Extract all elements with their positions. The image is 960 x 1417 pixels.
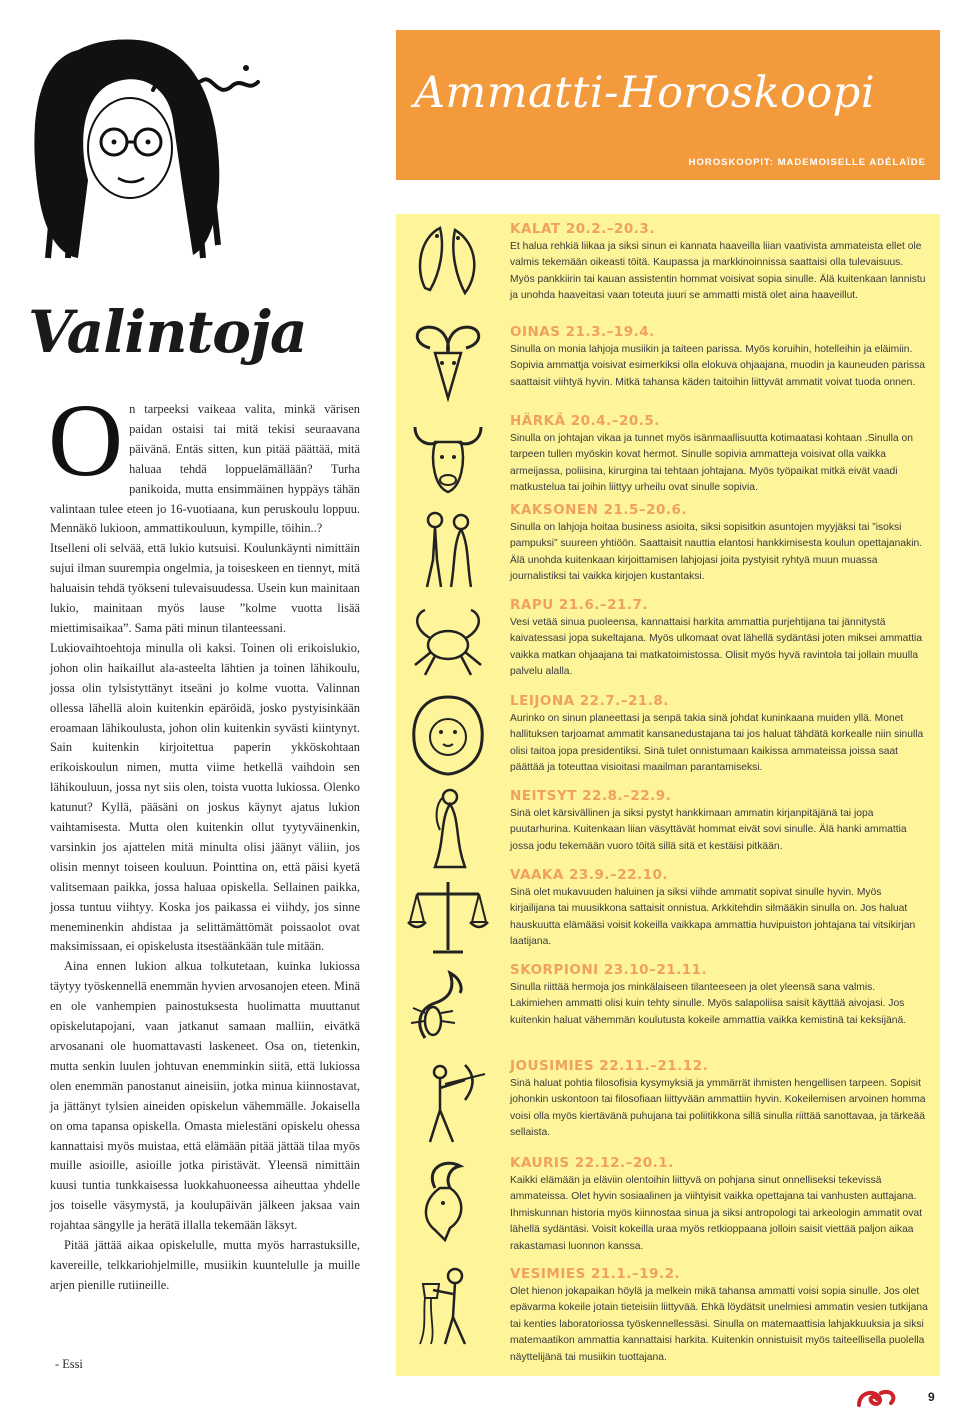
article-signature: - Essi [55, 1357, 83, 1371]
sign-text: Sinä olet kärsivällinen ja siksi pystyt hankkimaan ammatin kirjanpitäjänä tai jopa puutarhurina. Kuitenkaan liian väsyttävät hommat eivät sovi sinulle. Älä hanki ammattia jossa jodu tekemään vuoro töitä sillä sitä et kestäisi pitkään. [510, 807, 907, 852]
article-paragraph: Itselleni oli selvää, että lukio kutsuisi. Koulunkäynti nimittäin sujui ilman suurempia ongelmia, ja toiseskeen en tiennyt, mitä haluaisin tehdä työkseni tulevaisuudessa. Usein kun mainitaan lukio, mainitaan myös lause ”kolme vuotta lisää miettimisaikaa”. Sama päti minun tilanteessani. [50, 541, 360, 635]
sign-scorpio [510, 962, 928, 1029]
leo-lion-icon [405, 692, 491, 778]
portrait-sketch [18, 30, 268, 260]
sign-title: HÄRKÄ 20.4.–20.5. [510, 413, 660, 429]
article-body [48, 383, 360, 1296]
sign-text: Aurinko on sinun planeettasi ja senpä takia sinä johdat kuninkaana muiden yllä. Monet hallituksen tarjoamat ammatit kansanedustajana tai jos haluat tähdätä korkealle niin sinulla olisi taitoa jopa presidentiksi. Sinä tulet onnistumaan kaikissa ammateissa joissa saat päättää ja toteuttaa visioitasi maailman parantamiseksi. [510, 712, 924, 774]
sign-text: Sinulla on lahjoja hoitaa business asioita, siksi sopisitkin asuntojen myyjäksi tai ”isoksi pampuksi” suureen yhtiöön. Saattaisit nauttia elantosi hankkimisesta koulun opettajanakin. Älä unohda kuitenkaan kirjoittamisen lahjojasi joita pystyisit ryhtyä muun muassa journalistiksi tai vaikka kirjojen kustantaksi. [510, 521, 923, 583]
taurus-bull-icon [405, 412, 491, 498]
sign-title: OINAS 21.3.–19.4. [510, 324, 655, 340]
article-title: Valintoja [28, 298, 307, 366]
sign-text: Et halua rehkiä liikaa ja siksi sinun ei kannata haaveilla liian vaativista ammateista ellet ole valmis tekemään oikeasti töitä. Kaupassa ja markkinoinnissa saattaisi olla tulevaisuus. Myös pankkiirin tai kauan assistentin hommat voisivat sopia sinulle. Älä kuitenkaan lannistu ja unohda haaveitasi vaan toteuta juuri se ammatti mistä olet aina haaveillut. [510, 240, 926, 302]
sign-text: Sinulla riittää hermoja jos minkälaiseen tilanteeseen ja olet yleensä sana valmis. Lakimiehen ammatti olisi kuin tehty sinulle. Myös salapoliisa saisit käyttää aivojasi. Jos kuitenkin haluat vähemmän koulutusta kokeile ammattia vaikka kemistinä tai keksijänä. [510, 981, 907, 1026]
sign-aries [510, 324, 928, 391]
sign-virgo [510, 788, 928, 855]
article-paragraph: Lukiovaihtoehtoja minulla oli kaksi. Toinen oli erikoislukio, johon olin haikaillut ala-asteelta lähtien ja toinen lähikoulu, jossa olin tylsistyttänyt itseäni jo kolme vuotta. Valinnan ollessa lähellä aloin kuitenkin epäröidä, josko pystyisinkään eroamaan lähikoulusta, johon olin kuitenkin syvästi kiintynyt. Sain kuitenkin kirjoitettua paperin ykköskohtaan erikoiskoulun nimen, mutta viime hetkellä vaihdoin sen lähikouluun, jossa nyt siis olen, toista vuotta lukiossa. Olenko katunut? Kyllä, pääsäni on joskus käynyt ajatus lukion vaihtamisesta. Mutta olen kuitenkin ollut tyytyväinenkin, varsinkin jos ajattelen mitä minulta olisi jäänyt väliin, jos olisin mennyt toiseen kouluun. Pointtina on, että päisi kyetä valitsemaan paikka, jossa haluaa opiskella. Sellainen paikka, jossa tuntuu viihtyy. Koska jos paikassa ei viihdy, jos sinne meneminenkin ahdistaa ja selittämättömät poissaolot ovat maksimissaan, ei opiskelusta itsestäänkään tule mitään. [50, 640, 360, 954]
cancer-crab-icon [405, 600, 491, 686]
sign-text: Sinulla on johtajan vikaa ja tunnet myös isänmaallisuutta kotimaatasi kohtaan .Sinulla on tarpeen tullen myöskin kovat hermot. Sinulle sopivia ammatteja voisivat olla vaikka armeijassa, poliisina, kirurgina tai tehtaan johtajana. Myös työpaikat mitkä eivät vaadi matkustelua tai joihin liittyy urheilu ovat sinulle sopivia. [510, 432, 913, 494]
sign-leo [510, 693, 928, 777]
sign-text: Olet hienon jokapaikan höylä ja melkein mikä tahansa ammatti voisi sopia sinulle. Jos olet epävarma kokeile jotain tieteisiin liittyvää. Ehkä löydätsit unelmiesi ammatin vesien tutkijana tai kenties laboratoriossa työskennellessäsi. Sinulla on matemaattisia lahjakkuuksia ja siksi matemaatikon ammattia kannattaisi harkita. Kuitenkin onnistuisit myös taiteellisella puolella näyttelijänä tai musiikin tuottajana. [510, 1285, 928, 1363]
sign-title: JOUSIMIES 22.11.–21.12. [510, 1058, 709, 1074]
sign-title: KAKSONEN 21.5–20.6. [510, 502, 688, 518]
sign-title: VESIMIES 21.1.–19.2. [510, 1266, 681, 1282]
sign-gemini [510, 502, 928, 586]
sign-text: Sinä olet mukavuuden haluinen ja siksi viihde ammatit sopivat sinulle hyvin. Myös kirjailijana tai muusikkona sattaisit onnistua. Arkkitehdin silmääkin sinulla on. Jos haluat hauskuutta elämääsi voisit kokeilla vaikkapa ammattia huvipuiston johtajana tai vitsikirjan laatijana. [510, 886, 916, 948]
sign-text: Kaikki elämään ja eläviin olentoihin liittyvä on pohjana sinut onnelliseksi tekevissä ammateissa. Olet hyvin sosiaalinen ja viihtyisit vaikka opettajana tai vanhusten auttajana. Ihmiskunnan historia myös kiinnostaa sinua ja siksi antropologi tai arkeologin ammatit ovat lähellä sydäntäsi. Voisit kokeilla uraa myös retkioppaana jolloin saisit viettää paljon aikaa rakastamasi luonnon kanssa. [510, 1174, 923, 1252]
sign-title: KAURIS 22.12.–20.1. [510, 1155, 674, 1171]
sign-libra [510, 867, 928, 951]
sign-taurus [510, 413, 928, 497]
aquarius-water-bearer-icon [405, 1262, 491, 1348]
sagittarius-archer-icon [405, 1060, 491, 1146]
gemini-twins-icon [405, 505, 491, 591]
article-paragraph: Pitää jättää aikaa opiskelulle, mutta myös harrastuksille, kavereille, telkkariohjelmille, musiikin kuuntelulle ja muille arjen pienille rutiineille. [50, 1238, 360, 1292]
article-paragraph: Aina ennen lukion alkua tolkutetaan, kuinka lukiossa täytyy työskennellä enemmän hyvien arvosanojen eteen. Minä en ole vanhempien painostuksesta huolimatta muuttanut opiskelutapojani, vaan jatkanut samaan malliin, eivätkä arvosanani ole huomattavasti laskeneet. Osa on, tietenkin, mutta senkin luulen johtuvan enemminkin siitä, että lukiossa olen enemmän panostanut aineisiin, jotka minua kiinnostavat, ja jättänyt tylsien aineiden opiskelun vähemmälle. Jokaisella on oma tapansa opiskella. Omasta mielestäni opiskelu ohessa kannattaisi myös muistaa, että elämään pitää jättää tilaa myös muille asioille, asioille jotka piristävät. Yleensä nimittäin kuusi tuntia tunkkaisessa luokkahuoneessa aiheuttaa yhdelle jos toiselle väsymystä, ja koulupäivän jälkeen jaksaa vain rojahtaa sängylle ja herätä illalla tekemään läksyt. [50, 959, 360, 1233]
sign-cancer [510, 597, 928, 681]
banner-title: Ammatti-Horoskoopi [414, 68, 876, 118]
page-number: 9 [928, 1390, 935, 1404]
sign-title: KALAT 20.2.–20.3. [510, 221, 655, 237]
pisces-fish-icon [405, 218, 491, 304]
sign-pisces [510, 221, 928, 305]
sign-sagittarius [510, 1058, 928, 1142]
scorpio-scorpion-icon [405, 963, 491, 1049]
sign-title: LEIJONA 22.7.–21.8. [510, 693, 669, 709]
sign-capricorn [510, 1155, 928, 1256]
libra-scales-icon [405, 872, 491, 958]
sign-aquarius [510, 1266, 928, 1367]
sign-title: RAPU 21.6.–21.7. [510, 597, 649, 613]
virgo-maiden-icon [405, 785, 491, 871]
sign-title: VAAKA 23.9.–22.10. [510, 867, 669, 883]
sign-title: SKORPIONI 23.10–21.11. [510, 962, 708, 978]
drop-cap: O [48, 383, 124, 498]
capricorn-goat-icon [405, 1158, 491, 1244]
sign-title: NEITSYT 22.8.–22.9. [510, 788, 672, 804]
publisher-logo-icon [855, 1387, 899, 1409]
sign-text: Sinulla on monia lahjoja musiikin ja taiteen parissa. Myös koruihin, hotelleihin ja eläimiin. Sopivia ammattja voisivat esimerkiksi olla elokuva ohjaajana, muodin ja kauneuden parissa saattaisit viihtyä hyvin. Mitkä tahansa käden taitoihin liittyvät ammatit voivat tuoda onnen. [510, 343, 925, 388]
sign-text: Vesi vetää sinua puoleensa, kannattaisi harkita ammattia purjehtijana tai jännitystä kaivatessasi jopa sukeltajana. Myös ulkomaat ovat lähellä sydäntäsi joten miksei ammattia vaikka matkan ohjaajana tai matkatoimistossa. Olisit myös hyvä ravintola tai jollain muulla palvelu alalla. [510, 616, 923, 678]
article-paragraph: On tarpeeksi vaikeaa valita, minkä värisen paidan ostaisi tai mitä tekisi seuraavana päivänä. Entäs sitten, kun pitää päättää, mitä haluaa tehdä loppuelämällään? Turha panikoida, mutta ensimmäinen hyppäys tähän valintaan tulee eteen jo 16-vuotiaana, kun peruskoulu loppuu. Mennäkö lukioon, ammattikouluun, kympille, töihin..? [48, 383, 360, 536]
sign-text: Sinä haluat pohtia filosofisia kysymyksiä ja ymmärrät ihmisten hengellisen tarpeen. Sopisit johonkin uskontoon tai filosofiaan liittyvään ammattiin hyvin. Kokeilemisen arvoinen homma voisi olla myös kiertävänä puhujana tai poliitikkona sillä sinulla riittää sanottavaa, ja tärkeää sellaista. [510, 1077, 926, 1139]
aries-ram-icon [405, 318, 491, 404]
banner-subtitle: HOROSKOOPIT: MADEMOISELLE ADÉLAÏDE [688, 157, 926, 168]
horoscope-banner [396, 30, 940, 180]
